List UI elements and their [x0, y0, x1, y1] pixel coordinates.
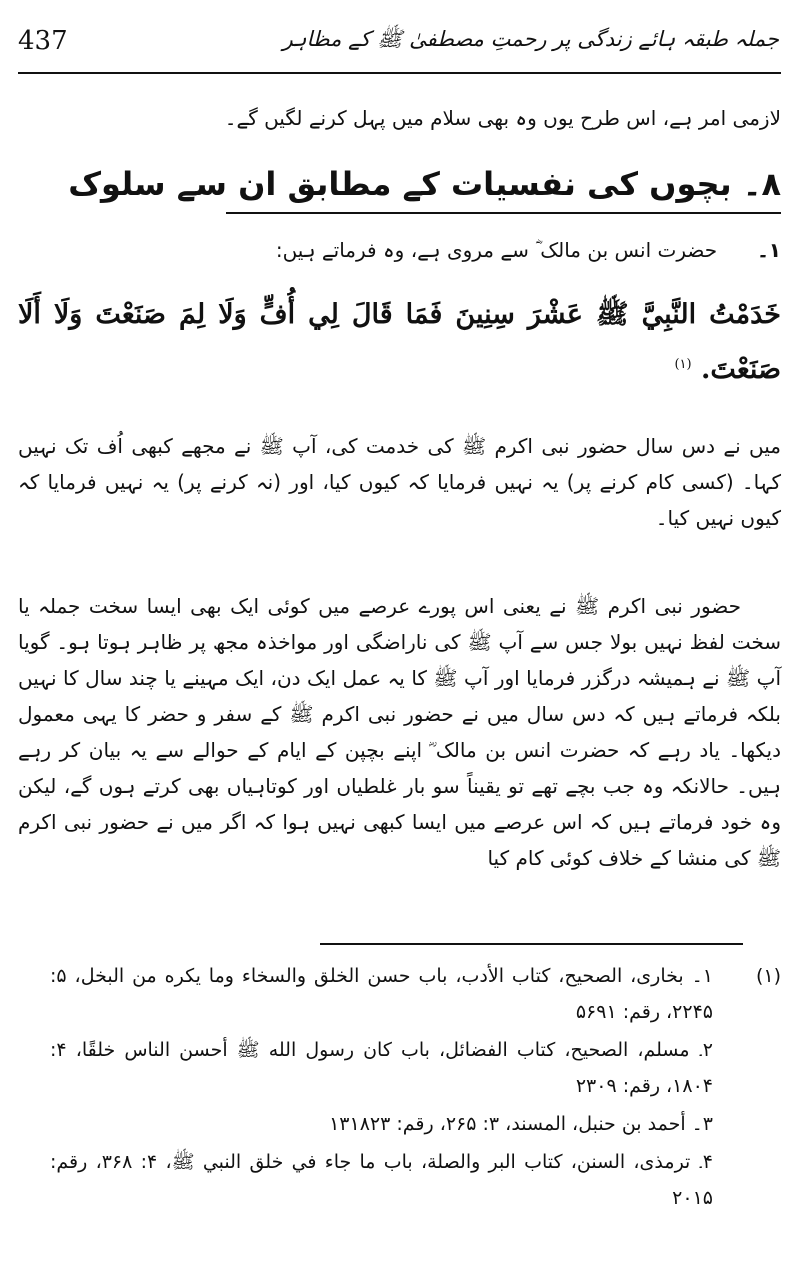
section-heading: ۸۔ بچوں کی نفسیات کے مطابق ان سے سلوک [68, 165, 781, 203]
footnote-marker: (۱) [755, 965, 781, 987]
item-number: ۱۔ [757, 238, 781, 262]
intro-line: لازمی امر ہے، اس طرح یوں وہ بھی سلام میں پہل کرنے لگیں گے۔ [224, 106, 781, 130]
header-rule [18, 72, 781, 74]
commentary-text: حضور نبی اکرم ﷺ نے یعنی اس پورے عرصے میں کوئی ایک بھی ایسا سخت جملہ یا سخت لفظ نہیں بولا جس سے آپ ﷺ کی ناراضگی اور مواخذہ مجھ پر ظاہر ہوتا ہو۔ گویا آپ ﷺ نے ہمیشہ درگزر فرمایا اور آپ ﷺ کا یہ عمل ایک دن، ایک مہینے یا چند سال کا نہیں بلکہ فرماتے ہیں کہ دس سال میں نے حضور نبی اکرم ﷺ کے سفر و حضر کا یہی معمول دیکھا۔ یاد رہے کہ حضرت انس بن مالک ؓ اپنے بچپن کے ایام کے حوالے سے یہ بیان کر رہے ہیں۔ حالانکہ وہ جب بچے تھے تو یقیناً سو بار غلطیاں اور کوتاہیاں بھی کرتے ہوں گے، لیکن وہ خود فرماتے ہیں کہ اس عرصے میں ایسا کبھی نہیں ہوا کہ اگر میں نے حضور نبی اکرم ﷺ کی منشا کے خلاف کوئی کام کیا [18, 594, 781, 870]
item-text: حضرت انس بن مالک ؓ سے مروی ہے، وہ فرماتے ہیں: [275, 238, 718, 262]
footnote-item: ۳۔ أحمد بن حنبل، المسند، ۳: ۲۶۵، رقم: ۱۳۱۸۲۳ [329, 1113, 713, 1135]
footnote-reference: (۱) [674, 357, 692, 372]
hadith-arabic-text [18, 290, 781, 395]
footnote-item: ۲۔ مسلم، الصحيح، كتاب الفضائل، باب كان رسول الله ﷺ أحسن الناس خلقًا، ۴: ۱۸۰۴، رقم: ۲۳۰۹ [50, 1039, 713, 1097]
running-title: جملہ طبقہ ہائے زندگی پر رحمتِ مصطفیٰ ﷺ کے مظاہر [282, 27, 779, 51]
hadith-intro [18, 232, 781, 268]
section-heading-underline [226, 212, 781, 214]
hadith-translation: میں نے دس سال حضور نبی اکرم ﷺ کی خدمت کی، آپ ﷺ نے مجھے کبھی اُف تک نہیں کہا۔ (کسی کام کرنے پر) یہ نہیں فرمایا کہ کیوں کیا، اور (نہ کرنے پر) یہ نہیں فرمایا کہ کیوں نہیں کیا۔ [18, 434, 781, 530]
footnote-item: ۴۔ ترمذی، السنن، کتاب البر والصلة، باب ما جاء في خلق النبي ﷺ، ۴: ۳۶۸، رقم: ۲۰۱۵ [50, 1151, 713, 1209]
commentary-paragraph [18, 588, 781, 876]
footnote-item: ۱۔ بخاری، الصحيح، كتاب الأدب، باب حسن الخلق والسخاء وما يكره من البخل، ۵: ۲۲۴۵، رقم: ۵۶۹۱ [50, 965, 713, 1023]
footnote-list [50, 958, 713, 1216]
footnotes [50, 958, 781, 1218]
running-header [18, 22, 779, 62]
footnote-separator [320, 943, 743, 945]
hadith-arabic: خَدَمْتُ النَّبِيَّ ﷺ عَشْرَ سِنِينَ فَمَا قَالَ لِي أُفٍّ وَلَا لِمَ صَنَعْتَ وَلَا أَلَا صَنَعْتَ. [18, 299, 781, 385]
page-number: 437 [18, 26, 68, 56]
